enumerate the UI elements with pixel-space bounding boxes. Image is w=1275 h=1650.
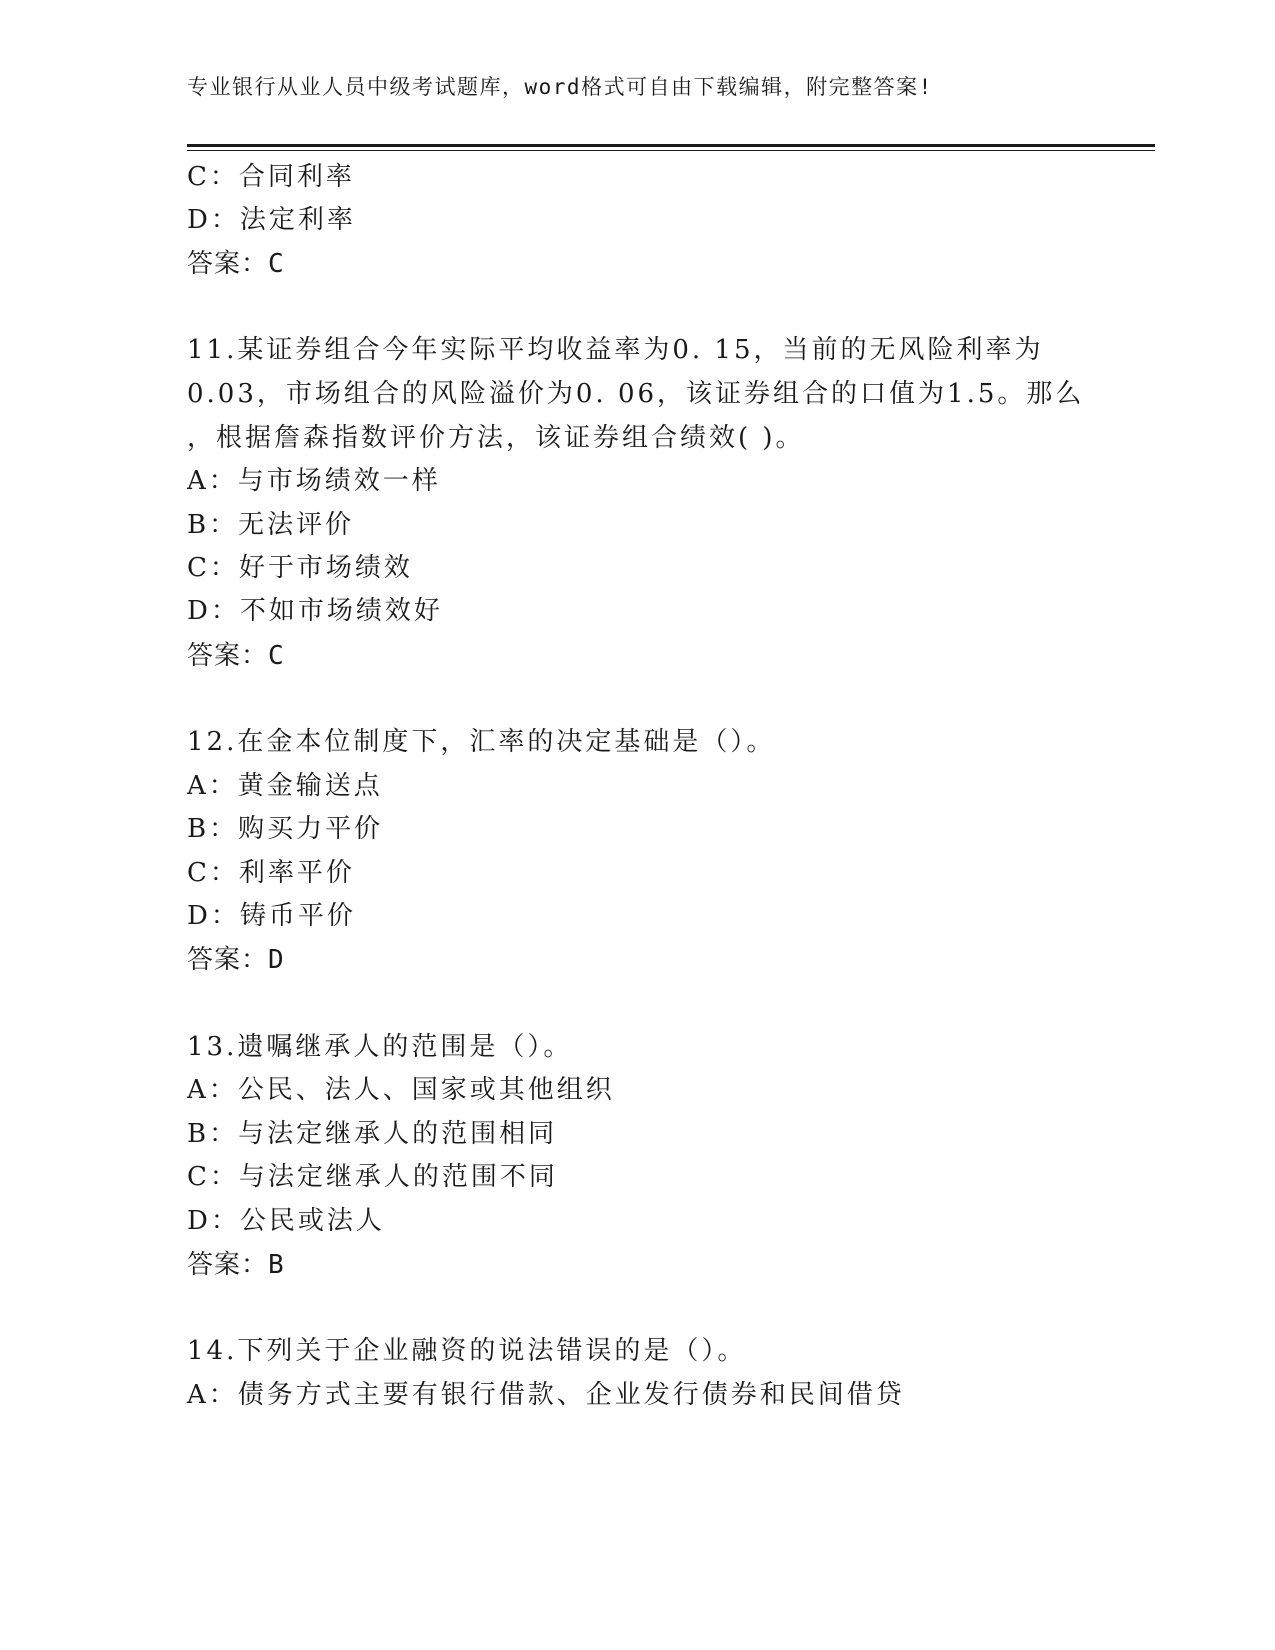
answer-label: 答案： (187, 945, 269, 975)
question-12-option-a: A：黄金输送点 (187, 771, 383, 801)
question-11-answer (187, 639, 285, 673)
question-11-stem-line-2: 0.03，市场组合的风险溢价为0. 06，该证券组合的口值为1.5。那么 (187, 379, 1085, 409)
header-rule-thin (187, 150, 1155, 151)
question-12-option-b: B：购买力平价 (187, 814, 384, 844)
answer-value: C (268, 641, 285, 671)
question-14-stem: 14.下列关于企业融资的说法错误的是（）。 (187, 1336, 747, 1366)
question-12-stem: 12.在金本位制度下，汇率的决定基础是（）。 (187, 727, 776, 757)
question-11-option-a: A：与市场绩效一样 (187, 466, 441, 496)
answer-value: C (268, 249, 285, 279)
option-d: D：法定利率 (187, 205, 356, 235)
question-11-option-b: B：无法评价 (187, 510, 355, 540)
option-c: C：合同利率 (187, 162, 355, 192)
header-rule-thick (187, 144, 1155, 147)
question-14-option-a: A：债务方式主要有银行借款、企业发行债券和民间借贷 (187, 1380, 905, 1410)
question-11-stem-line-1: 11.某证券组合今年实际平均收益率为0. 15，当前的无风险利率为 (187, 335, 1044, 365)
question-13-answer (187, 1248, 285, 1282)
question-13-option-c: C：与法定继承人的范围不同 (187, 1162, 558, 1192)
question-13-option-d: D：公民或法人 (187, 1206, 385, 1236)
answer-label: 答案： (187, 641, 269, 671)
answer-value: B (268, 1250, 285, 1280)
question-13-stem: 13.遗嘱继承人的范围是（）。 (187, 1032, 573, 1062)
question-12-option-c: C：利率平价 (187, 858, 355, 888)
page-header-title: 专业银行从业人员中级考试题库，word格式可自由下载编辑，附完整答案! (187, 75, 933, 99)
question-11-stem-line-3: ，根据詹森指数评价方法，该证券组合绩效( )。 (187, 423, 805, 453)
answer-line (187, 247, 285, 281)
question-11-option-c: C：好于市场绩效 (187, 553, 413, 583)
question-13-option-b: B：与法定继承人的范围相同 (187, 1119, 558, 1149)
question-12-answer (187, 943, 285, 977)
answer-label: 答案： (187, 249, 269, 279)
answer-value: D (268, 945, 285, 975)
answer-label: 答案： (187, 1250, 269, 1280)
question-12-option-d: D：铸币平价 (187, 901, 356, 931)
question-11-option-d: D：不如市场绩效好 (187, 596, 443, 626)
question-13-option-a: A：公民、法人、国家或其他组织 (187, 1075, 615, 1105)
